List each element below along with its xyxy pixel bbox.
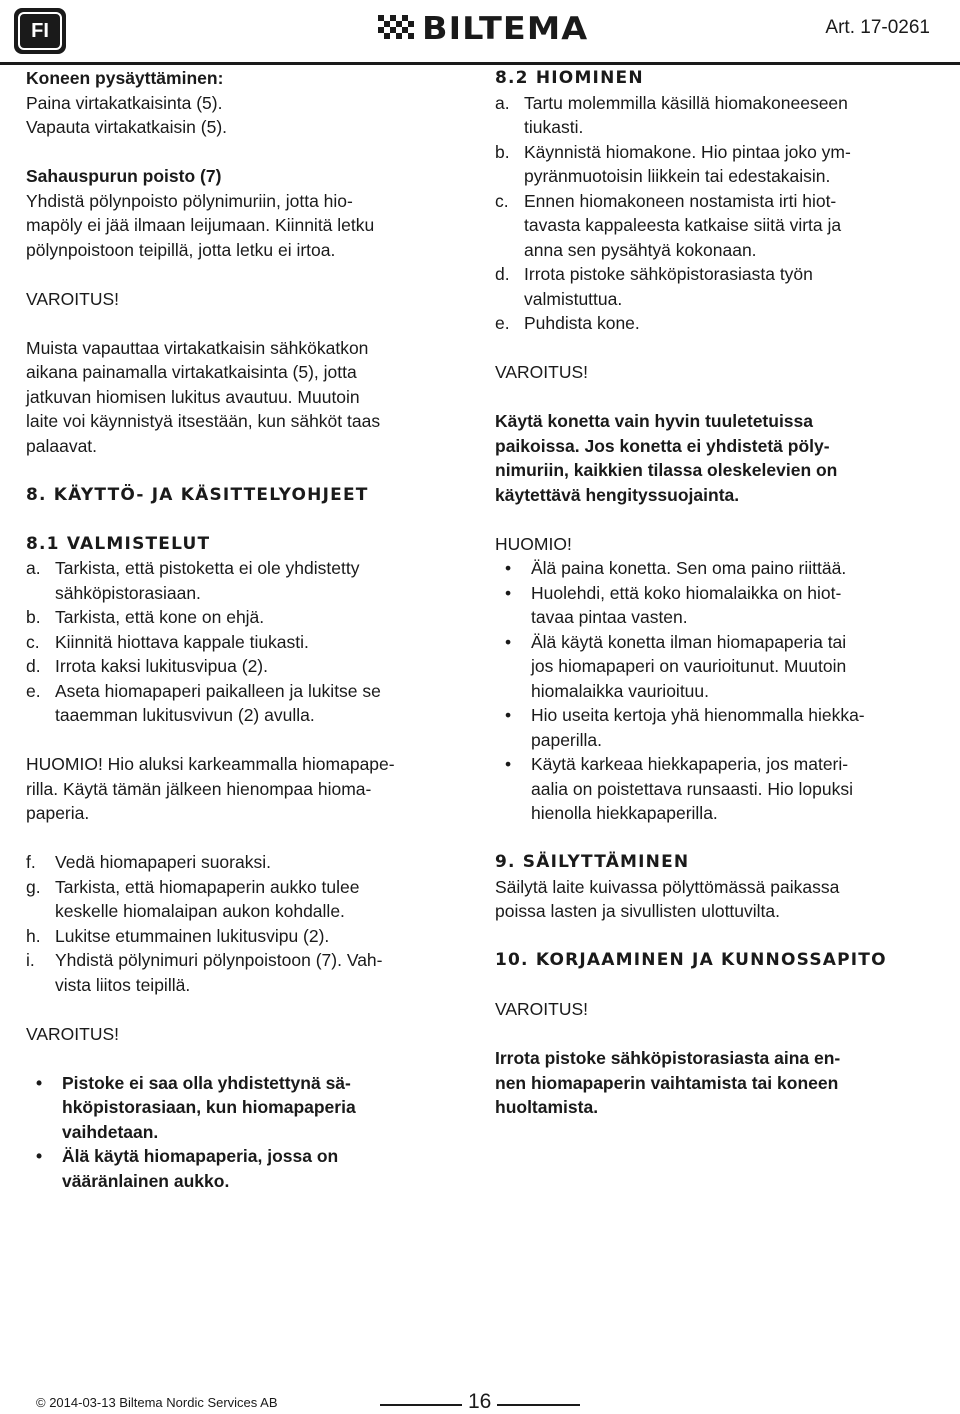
section-heading: 10. KORJAAMINEN JA KUNNOSSAPITO: [495, 950, 887, 970]
stop-title: Koneen pysäyttäminen:: [26, 68, 224, 88]
note-line: paperia.: [26, 803, 90, 823]
bullet-item: • Älä käytä konetta ilman hiomapaperia tai jos hiomapaperi on vaurioitunut. Muutoin hiomalaikka vaurioituu.: [495, 630, 935, 704]
warning-line: paikoissa. Jos konetta ei yhdistetä pöly-: [495, 435, 830, 456]
warning-label: VAROITUS!: [26, 1023, 120, 1044]
storage-line: Säilytä laite kuivassa pölyttömässä paikassa: [495, 876, 840, 897]
bullet-icon: •: [505, 705, 512, 725]
language-code: FI: [18, 12, 62, 50]
bullet-item: • Käytä karkeaa hiekkapaperia, jos materi- aalia on poistettava runsaasti. Hio lopuksi hienolla hiekkapaperilla.: [495, 752, 935, 826]
note-title: HUOMIO!: [495, 533, 572, 554]
section-heading: 8. KÄYTTÖ- JA KÄSITTELYOHJEET: [26, 484, 369, 505]
bullet-icon: •: [36, 1146, 43, 1166]
page-number: 16: [462, 1390, 497, 1414]
storage-line: poissa lasten ja sivullisten ulottuvilta.: [495, 901, 781, 921]
right-column: [495, 66, 935, 1120]
warning-line: Käytä konetta vain hyvin tuuletetuissa: [495, 411, 814, 431]
header-divider: [0, 62, 960, 65]
bullet-item: • Pistoke ei saa olla yhdistettynä sä- hköpistorasiaan, kun hiomapaperia vaihdetaan.: [26, 1071, 456, 1145]
warning-line: käytettävä hengityssuojainta.: [495, 484, 740, 505]
stop-line: Paina virtakatkaisinta (5).: [26, 92, 223, 113]
dust-line: Yhdistä pölynpoisto pölynimuriin, jotta hio-: [26, 190, 353, 211]
bullet-icon: •: [505, 558, 512, 578]
article-number: Art. 17-0261: [825, 17, 930, 38]
subsection-heading: 8.1 VALMISTELUT: [26, 533, 211, 554]
bullet-icon: •: [505, 754, 512, 774]
list-item: i. Yhdistä pölynimuri pölynpoistoon (7). Vah- vista liitos teipillä.: [26, 950, 383, 995]
logo-checker-icon: [378, 15, 416, 43]
bullet-icon: •: [505, 631, 512, 652]
dust-title: Sahauspurun poisto (7): [26, 166, 222, 186]
section-heading: 9. SÄILYTTÄMINEN: [495, 852, 690, 872]
bullet-item: • Älä paina konetta. Sen oma paino riittää.: [495, 556, 935, 581]
warning-line: huoltamista.: [495, 1097, 599, 1117]
list-item: f. Vedä hiomapaperi suoraksi.: [26, 852, 271, 872]
bullet-icon: •: [36, 1072, 43, 1093]
copyright: © 2014-03-13 Biltema Nordic Services AB: [36, 1395, 278, 1410]
list-item: b. Tarkista, että kone on ehjä.: [26, 607, 265, 627]
list-item: c. Ennen hiomakoneen nostamista irti hiot- tavasta kappaleesta katkaise siitä virta ja anna sen pysähtyä kokonaan.: [495, 190, 842, 260]
list-item: a. Tarkista, että pistoketta ei ole yhdistetty sähköpistorasiaan.: [26, 558, 360, 603]
biltema-logo: [378, 11, 589, 47]
warning-line: laite voi käynnistyä itsestään, kun sähköt taas: [26, 411, 381, 431]
warning-line: aikana painamalla virtakatkaisinta (5), jotta: [26, 362, 357, 382]
warning-label: VAROITUS!: [495, 999, 589, 1019]
warning-line: palaavat.: [26, 435, 98, 456]
list-item: d. Irrota kaksi lukitusvipua (2).: [26, 656, 268, 676]
list-item: e. Puhdista kone.: [495, 313, 640, 333]
stop-line: Vapauta virtakatkaisin (5).: [26, 117, 228, 137]
warning-line: Muista vapauttaa virtakatkaisin sähkökatkon: [26, 337, 369, 358]
language-badge: [14, 8, 66, 54]
list-item: g. Tarkista, että hiomapaperin aukko tulee keskelle hiomalaipan aukon kohdalle.: [26, 876, 360, 921]
warning-label: VAROITUS!: [495, 362, 589, 382]
bullet-item: • Älä käytä hiomapaperia, jossa on vääränlainen aukko.: [26, 1144, 456, 1193]
dust-line: mapöly ei jää ilmaan leijumaan. Kiinnitä letku: [26, 215, 375, 235]
warning-line: jatkuvan hiomisen lukitus avautuu. Muutoin: [26, 386, 360, 407]
bullet-icon: •: [505, 582, 512, 603]
list-item: d. Irrota pistoke sähköpistorasiasta työn valmistuttua.: [495, 264, 813, 309]
warning-line: nen hiomapaperin vaihtamista tai koneen: [495, 1072, 839, 1093]
list-item: h. Lukitse etummainen lukitusvipu (2).: [26, 925, 330, 946]
list-item: c. Kiinnitä hiottava kappale tiukasti.: [26, 631, 309, 652]
bullet-item: • Hio useita kertoja yhä hienommalla hiekka- paperilla.: [495, 703, 935, 752]
bullet-item: • Huolehdi, että koko hiomalaikka on hiot- tavaa pintaa vasten.: [495, 581, 935, 630]
left-column: [26, 66, 456, 1193]
dust-line: pölynpoistoon teipillä, jotta letku ei irtoa.: [26, 239, 336, 260]
subsection-heading: 8.2 HIOMINEN: [495, 68, 644, 88]
warning-label: VAROITUS!: [26, 288, 120, 309]
list-item: a. Tartu molemmilla käsillä hiomakoneeseen tiukasti.: [495, 92, 848, 137]
note-line: rilla. Käytä tämän jälkeen hienompaa hioma-: [26, 778, 372, 799]
warning-line: nimuriin, kaikkien tilassa oleskelevien on: [495, 460, 838, 480]
note-line: HUOMIO! Hio aluksi karkeammalla hiomapape-: [26, 754, 395, 774]
list-item: b. Käynnistä hiomakone. Hio pintaa joko ym- pyränmuotoisin liikkein tai edestakaisin.: [495, 141, 851, 186]
brand-name: BILTEMA: [422, 11, 589, 47]
list-item: e. Aseta hiomapaperi paikalleen ja lukitse se taaemman lukitusvivun (2) avulla.: [26, 680, 381, 725]
warning-line: Irrota pistoke sähköpistorasiasta aina en-: [495, 1048, 841, 1068]
